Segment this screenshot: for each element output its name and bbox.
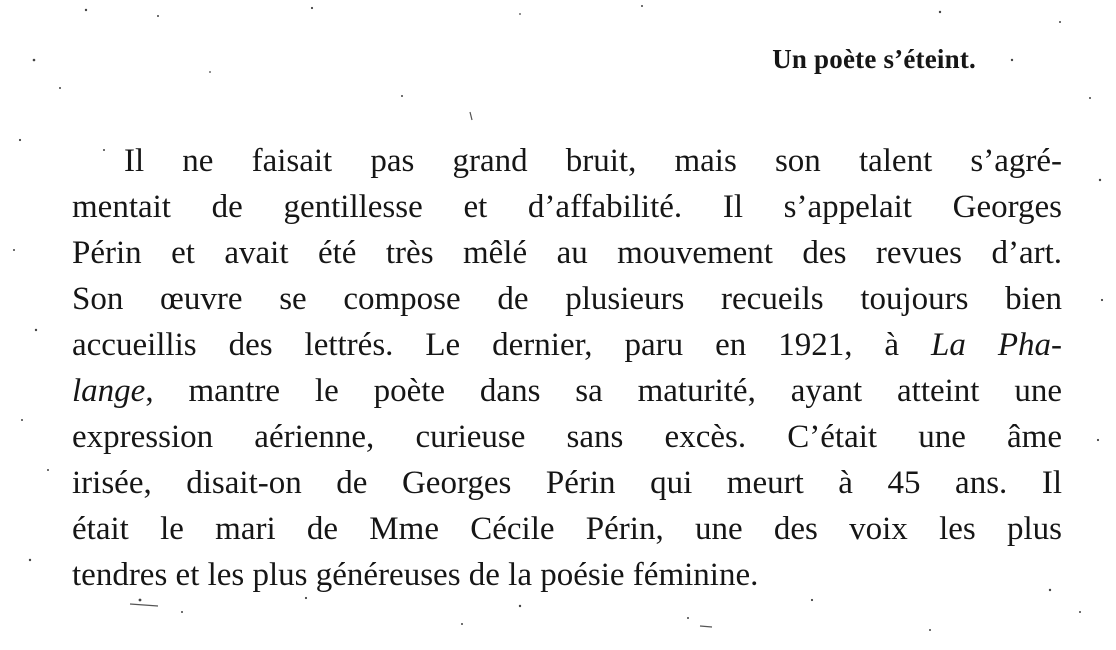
text-line: Son œuvre se compose de plusieurs recueils toujours bien xyxy=(72,281,1062,317)
text-line: était le mari de Mme Cécile Périn, une des voix les plus xyxy=(72,511,1062,547)
article-title: Un poète s’éteint. xyxy=(772,44,976,74)
text-line: expression aérienne, curieuse sans excès. C’était une âme xyxy=(72,419,1062,455)
text-segment: accueillis des lettrés. Le dernier, paru en 1921, à xyxy=(72,327,932,363)
text-line: tendres et les plus généreuses de la poésie féminine. xyxy=(72,557,759,593)
text-line: Il ne faisait pas grand bruit, mais son talent s’agré- xyxy=(124,143,1062,179)
text-line xyxy=(72,322,1062,368)
italic-publisher-name: lange xyxy=(72,373,146,409)
text-segment: , mantre le poète dans sa maturité, ayant atteint une xyxy=(145,373,1062,409)
text-line: mentait de gentillesse et d’affabilité. Il s’appelait Georges xyxy=(72,189,1062,225)
article-body xyxy=(72,138,1062,598)
italic-publisher-name: La Pha- xyxy=(931,327,1062,363)
text-line xyxy=(72,368,1062,414)
text-line: Périn et avait été très mêlé au mouvement des revues d’art. xyxy=(72,235,1062,271)
text-line: irisée, disait-on de Georges Périn qui meurt à 45 ans. Il xyxy=(72,465,1062,501)
